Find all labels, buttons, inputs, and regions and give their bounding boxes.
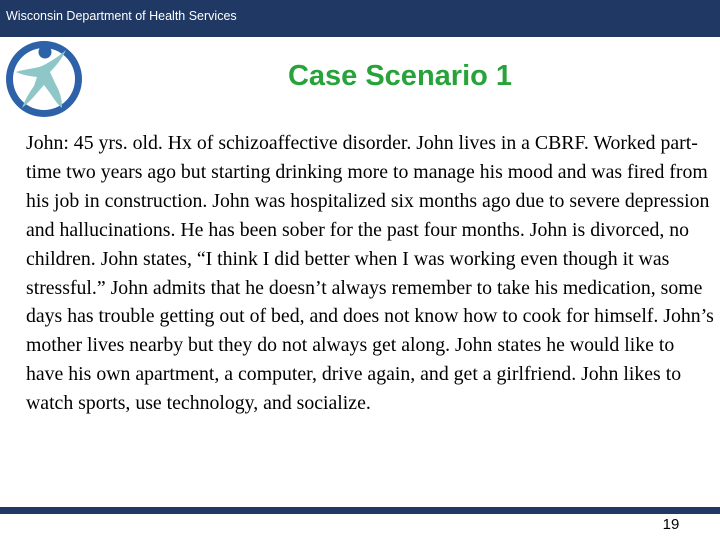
case-description: John: 45 yrs. old. Hx of schizoaffective disorder. John lives in a CBRF. Worked part-time two years ago but starting drinking more to manage his mood and was fired from his job in construction. John was hospitalized six months ago due to severe depression and hallucinations. He has been sober for the past four months. John is divorced, no children. John states, “I think I did better when I was working even though it was stressful.” John admits that he doesn’t always remember to take his medication, some days has trouble getting out of bed, and does not know how to cook for himself. John’s mother lives nearby but they do not always get along. John states he would like to have his own apartment, a computer, drive again, and get a girlfriend. John likes to watch sports, use technology, and socialize.: [26, 132, 714, 415]
header-bar: [0, 0, 720, 37]
page-number: 19: [662, 516, 680, 533]
slide-title: Case Scenario 1: [287, 60, 513, 92]
dhs-person-logo-icon: [4, 39, 84, 119]
organization-name: Wisconsin Department of Health Services: [6, 9, 237, 23]
footer-bar: [0, 507, 720, 514]
